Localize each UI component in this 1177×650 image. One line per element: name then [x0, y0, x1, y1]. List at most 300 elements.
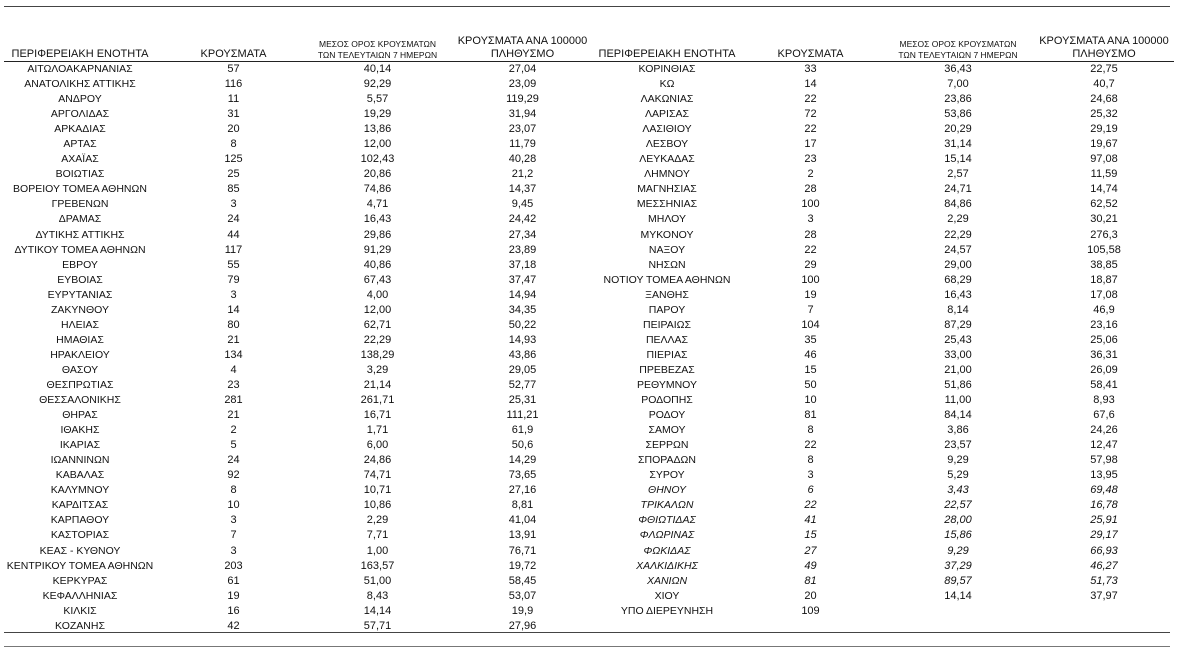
- avg7-cell: 7,71: [366, 529, 389, 542]
- region-cell: ΑΡΓΟΛΙΔΑΣ: [50, 108, 110, 121]
- cases-table-left: [4, 28, 601, 634]
- cases-cell: 100: [801, 273, 820, 286]
- per100k-cell: 23,09: [508, 78, 537, 91]
- avg7-cell: 20,86: [363, 168, 392, 181]
- per100k-cell: 31,94: [508, 108, 537, 121]
- region-cell: ΘΕΣΠΡΩΤΙΑΣ: [46, 379, 114, 391]
- region-cell: ΑΙΤΩΛΟΑΚΑΡΝΑΝΙΑΣ: [27, 63, 133, 76]
- region-cell: ΛΕΣΒΟΥ: [645, 138, 689, 151]
- region-cell: ΞΑΝΘΗΣ: [645, 288, 689, 301]
- region-cell: ΗΜΑΘΙΑΣ: [56, 333, 104, 346]
- table-row: [4, 483, 601, 498]
- avg7-cell: 62,71: [363, 318, 392, 331]
- per100k-cell: 51,73: [1090, 574, 1118, 587]
- header-per100k-line1: ΚΡΟΥΣΜΑΤΑ ΑΝΑ 100000: [457, 35, 588, 47]
- cases-cell: 57: [227, 63, 240, 76]
- per100k-cell: 25,31: [508, 394, 537, 407]
- per100k-cell: 58,41: [1090, 379, 1118, 391]
- table-row: [595, 107, 1174, 122]
- per100k-cell: 23,07: [508, 123, 537, 136]
- region-cell: ΣΕΡΡΩΝ: [645, 439, 689, 452]
- avg7-cell: 14,14: [944, 589, 972, 602]
- region-cell: ΑΝΔΡΟΥ: [58, 93, 102, 106]
- per100k-cell: 40,7: [1093, 78, 1115, 91]
- table-row: [595, 303, 1174, 318]
- cases-cell: 85: [227, 183, 240, 196]
- table-row: [4, 438, 601, 453]
- cases-cell: 6: [807, 484, 814, 497]
- cases-cell: 134: [224, 348, 243, 361]
- cases-cell: 117: [224, 243, 243, 256]
- region-cell: ΦΛΩΡΙΝΑΣ: [639, 529, 695, 542]
- avg7-cell: 22,57: [944, 499, 972, 512]
- cases-table-right: [595, 28, 1174, 619]
- table-row: [595, 197, 1174, 212]
- cases-cell: 104: [801, 318, 820, 331]
- per100k-cell: 24,26: [1090, 424, 1118, 437]
- header-avg7-line1: ΜΕΣΟΣ ΟΡΟΣ ΚΡΟΥΣΜΑΤΩΝ: [319, 39, 436, 49]
- region-cell: ΠΕΛΛΑΣ: [645, 333, 689, 346]
- region-cell: ΡΕΘΥΜΝΟΥ: [636, 379, 697, 391]
- region-cell: ΚΕΝΤΡΙΚΟΥ ΤΟΜΕΑ ΑΘΗΝΩΝ: [6, 559, 154, 572]
- table-row: [595, 513, 1174, 528]
- per100k-cell: 46,27: [1090, 559, 1118, 572]
- region-cell: ΒΟΙΩΤΙΑΣ: [55, 168, 105, 181]
- right-table-panel: [595, 28, 1174, 619]
- per100k-cell: 76,71: [508, 544, 537, 557]
- header-region: ΠΕΡΙΦΕΡΕΙΑΚΗ ΕΝΟΤΗΤΑ: [595, 28, 739, 62]
- avg7-cell: 84,86: [944, 198, 972, 211]
- header-cases: ΚΡΟΥΣΜΑΤΑ: [156, 28, 311, 62]
- region-cell: ΕΥΡΥΤΑΝΙΑΣ: [47, 288, 113, 301]
- region-cell: ΧΙΟΥ: [654, 589, 680, 602]
- cases-cell: 17: [804, 138, 817, 151]
- per100k-cell: 11,79: [509, 138, 536, 151]
- region-cell: ΠΕΙΡΑΙΩΣ: [643, 318, 691, 331]
- region-cell: ΖΑΚΥΝΘΟΥ: [50, 303, 109, 316]
- cases-cell: 44: [227, 228, 240, 241]
- header-row: [595, 28, 1174, 62]
- per100k-cell: 36,31: [1090, 348, 1118, 361]
- cases-cell: 14: [227, 303, 240, 316]
- cases-cell: 28: [804, 228, 817, 241]
- region-cell: ΜΥΚΟΝΟΥ: [640, 228, 694, 241]
- avg7-cell: 16,43: [363, 213, 392, 226]
- avg7-cell: 68,29: [944, 273, 972, 286]
- cases-cell: 81: [804, 574, 817, 587]
- cases-cell: 23: [804, 153, 817, 166]
- avg7-cell: [882, 604, 1034, 619]
- cases-cell: 10: [804, 394, 817, 407]
- table-row: [595, 62, 1174, 78]
- avg7-cell: 102,43: [360, 153, 395, 166]
- avg7-cell: 36,43: [944, 63, 972, 76]
- table-row: [595, 483, 1174, 498]
- table-row: [595, 333, 1174, 348]
- cases-cell: 42: [227, 619, 240, 632]
- cases-cell: 3: [230, 544, 237, 557]
- avg7-cell: 22,29: [944, 228, 972, 241]
- avg7-cell: 92,29: [363, 78, 392, 91]
- per100k-cell: 24,42: [508, 213, 537, 226]
- region-cell: ΦΩΚΙΔΑΣ: [643, 544, 691, 557]
- avg7-cell: 16,43: [944, 288, 972, 301]
- table-row: [595, 228, 1174, 243]
- per100k-cell: 27,04: [508, 63, 537, 76]
- cases-cell: 8: [230, 484, 237, 497]
- table-row: [595, 528, 1174, 543]
- header-per100k-line2: ΠΛΗΘΥΣΜΟ: [490, 48, 555, 60]
- table-row: [595, 152, 1174, 167]
- table-row: [595, 92, 1174, 107]
- region-cell: ΔΥΤΙΚΗΣ ΑΤΤΙΚΗΣ: [35, 228, 125, 241]
- per100k-cell: 111,21: [506, 409, 539, 422]
- per100k-cell: 69,48: [1090, 484, 1118, 497]
- avg7-cell: 29,00: [944, 258, 972, 271]
- cases-cell: 28: [804, 183, 817, 196]
- per100k-cell: 14,37: [508, 183, 537, 196]
- cases-cell: 15: [804, 363, 817, 376]
- table-row: [595, 438, 1174, 453]
- per100k-cell: 19,67: [1090, 138, 1118, 151]
- region-cell: ΛΕΥΚΑΔΑΣ: [639, 153, 695, 166]
- cases-cell: 22: [804, 123, 817, 136]
- per100k-cell: 14,93: [508, 333, 537, 346]
- cases-cell: 23: [227, 379, 240, 391]
- cases-cell: 21: [227, 409, 240, 422]
- per100k-cell: 23,16: [1090, 318, 1118, 331]
- header-per100k-line1: ΚΡΟΥΣΜΑΤΑ ΑΝΑ 100000: [1039, 35, 1169, 47]
- avg7-cell: 40,14: [363, 63, 392, 76]
- region-cell: ΙΘΑΚΗΣ: [60, 424, 100, 437]
- avg7-cell: 2,29: [947, 213, 969, 226]
- avg7-cell: 51,86: [944, 379, 972, 391]
- per100k-cell: 19,9: [511, 604, 534, 617]
- per100k-cell: 37,47: [508, 273, 537, 286]
- table-row: [4, 408, 601, 423]
- header-cases: ΚΡΟΥΣΜΑΤΑ: [739, 28, 882, 62]
- table-row: [595, 423, 1174, 438]
- per100k-cell: 61,9: [511, 424, 534, 437]
- table-row: [595, 393, 1174, 408]
- cases-cell: 10: [227, 499, 240, 512]
- header-avg7-line2: ΤΩΝ ΤΕΛΕΥΤΑΙΩΝ 7 ΗΜΕΡΩΝ: [317, 50, 438, 60]
- per100k-cell: 43,86: [508, 348, 537, 361]
- avg7-cell: 10,86: [363, 499, 392, 512]
- per100k-cell: 27,16: [508, 484, 537, 497]
- table-row: [595, 453, 1174, 468]
- cases-cell: 79: [227, 273, 240, 286]
- avg7-cell: 4,71: [366, 198, 389, 211]
- table-row: [4, 197, 601, 212]
- per100k-cell: 97,08: [1090, 153, 1118, 166]
- per100k-cell: 52,77: [508, 379, 537, 391]
- cases-cell: 3: [230, 514, 237, 527]
- table-row: [595, 167, 1174, 182]
- per100k-cell: 24,68: [1090, 93, 1118, 106]
- table-row: [4, 528, 601, 543]
- avg7-cell: 37,29: [944, 559, 972, 572]
- region-cell: ΚΕΦΑΛΛΗΝΙΑΣ: [42, 589, 118, 602]
- per100k-cell: 26,09: [1090, 363, 1118, 376]
- per100k-cell: 16,78: [1090, 499, 1118, 512]
- cases-cell: 80: [227, 318, 240, 331]
- avg7-cell: 67,43: [363, 273, 392, 286]
- cases-cell: 29: [804, 258, 817, 271]
- region-cell: ΡΟΔΟΥ: [648, 409, 686, 422]
- cases-cell: 21: [227, 333, 240, 346]
- per100k-cell: 23,89: [508, 243, 537, 256]
- cases-cell: 22: [804, 499, 817, 512]
- avg7-cell: 14,14: [363, 604, 392, 617]
- table-row: [4, 574, 601, 589]
- avg7-cell: 51,00: [363, 574, 392, 587]
- cases-cell: 20: [227, 123, 240, 136]
- avg7-cell: 24,57: [944, 243, 972, 256]
- bottom-rule: [4, 632, 1170, 633]
- avg7-cell: 25,43: [944, 333, 972, 346]
- region-cell: ΛΗΜΝΟΥ: [644, 168, 690, 181]
- per100k-cell: 34,35: [508, 303, 537, 316]
- avg7-cell: 74,71: [363, 469, 392, 482]
- per100k-cell: 8,81: [511, 499, 534, 512]
- table-body-left: [4, 62, 601, 634]
- left-table-panel: [4, 28, 601, 634]
- avg7-cell: 16,71: [363, 409, 392, 422]
- avg7-cell: 11,00: [944, 394, 972, 407]
- avg7-cell: 3,29: [366, 363, 389, 376]
- cases-cell: 14: [804, 78, 817, 91]
- avg7-cell: 24,86: [363, 454, 392, 467]
- table-row: [595, 574, 1174, 589]
- cases-cell: 16: [227, 604, 240, 617]
- table-row: [595, 363, 1174, 378]
- cases-cell: 3: [230, 288, 237, 301]
- region-cell: ΚΕΡΚΥΡΑΣ: [52, 574, 108, 587]
- table-row: [4, 318, 601, 333]
- table-row: [4, 107, 601, 122]
- avg7-cell: 21,14: [363, 379, 392, 391]
- cases-cell: 35: [804, 333, 817, 346]
- cases-cell: 3: [230, 198, 237, 211]
- region-cell: ΕΥΒΟΙΑΣ: [57, 273, 103, 286]
- table-row: [595, 348, 1174, 363]
- per100k-cell: [1034, 604, 1174, 619]
- per100k-cell: 119,29: [506, 93, 539, 106]
- header-region: ΠΕΡΙΦΕΡΕΙΑΚΗ ΕΝΟΤΗΤΑ: [4, 28, 156, 62]
- per100k-cell: 37,18: [508, 258, 537, 271]
- table-row: [4, 589, 601, 604]
- table-row: [595, 544, 1174, 559]
- per100k-cell: 58,45: [508, 574, 537, 587]
- region-cell: ΙΩΑΝΝΙΝΩΝ: [50, 454, 110, 467]
- region-cell: ΛΑΡΙΣΑΣ: [645, 108, 689, 121]
- per100k-cell: 30,21: [1090, 213, 1118, 226]
- region-cell: ΚΑΡΔΙΤΣΑΣ: [51, 499, 109, 512]
- header-row: [4, 28, 601, 62]
- table-row: [4, 378, 601, 393]
- avg7-cell: 19,29: [363, 108, 392, 121]
- avg7-cell: 29,86: [363, 228, 392, 241]
- per100k-cell: 22,75: [1090, 63, 1118, 76]
- region-cell: ΝΑΞΟΥ: [648, 243, 686, 256]
- cases-cell: 2: [230, 424, 237, 437]
- cases-cell: 49: [804, 559, 817, 572]
- avg7-cell: 7,00: [947, 78, 969, 91]
- avg7-cell: 10,71: [363, 484, 392, 497]
- avg7-cell: 138,29: [360, 348, 395, 361]
- avg7-cell: 89,57: [944, 574, 972, 587]
- per100k-cell: 40,28: [508, 153, 537, 166]
- region-cell: ΦΘΙΩΤΙΔΑΣ: [638, 514, 696, 527]
- cases-cell: 50: [804, 379, 817, 391]
- cases-cell: 11: [227, 93, 240, 106]
- header-avg7: [311, 28, 444, 62]
- cases-cell: 24: [227, 213, 240, 226]
- region-cell: ΚΟΡΙΝΘΙΑΣ: [638, 63, 696, 76]
- region-cell: ΚΩ: [659, 78, 675, 91]
- cases-cell: 203: [224, 559, 243, 572]
- avg7-cell: 9,29: [947, 544, 969, 557]
- cases-cell: 2: [807, 168, 814, 181]
- per100k-cell: 50,22: [508, 318, 537, 331]
- table-row: [595, 604, 1174, 619]
- per100k-cell: 38,85: [1090, 258, 1118, 271]
- per100k-cell: 41,04: [508, 514, 537, 527]
- region-cell: ΝΗΣΩΝ: [648, 258, 686, 271]
- avg7-cell: 3,86: [947, 424, 969, 437]
- per100k-cell: 37,97: [1090, 589, 1118, 602]
- region-cell: ΜΑΓΝΗΣΙΑΣ: [637, 183, 697, 196]
- region-cell: ΘΑΣΟΥ: [61, 363, 99, 376]
- per100k-cell: 19,72: [508, 559, 537, 572]
- per100k-cell: 46,9: [1093, 303, 1115, 316]
- header-per100k-line2: ΠΛΗΘΥΣΜΟ: [1072, 48, 1136, 60]
- region-cell: ΠΑΡΟΥ: [648, 303, 686, 316]
- avg7-cell: 9,29: [947, 454, 969, 467]
- table-row: [595, 468, 1174, 483]
- cases-cell: 8: [807, 424, 814, 437]
- table-row: [595, 212, 1174, 227]
- table-row: [595, 408, 1174, 423]
- avg7-cell: 5,29: [947, 469, 969, 482]
- per100k-cell: 14,29: [508, 454, 537, 467]
- region-cell: ΘΕΣΣΑΛΟΝΙΚΗΣ: [39, 394, 121, 407]
- avg7-cell: 87,29: [944, 318, 972, 331]
- per100k-cell: 66,93: [1090, 544, 1118, 557]
- table-row: [4, 513, 601, 528]
- cases-cell: 4: [230, 363, 237, 376]
- per100k-cell: 29,17: [1090, 529, 1118, 542]
- region-cell: ΑΧΑΪΑΣ: [61, 153, 99, 166]
- avg7-cell: 20,29: [944, 123, 972, 136]
- avg7-cell: 15,14: [944, 153, 972, 166]
- cases-cell: 7: [807, 303, 814, 316]
- avg7-cell: 33,00: [944, 348, 972, 361]
- avg7-cell: 163,57: [360, 559, 395, 572]
- table-row: [4, 122, 601, 137]
- table-row: [595, 243, 1174, 258]
- region-cell: ΔΡΑΜΑΣ: [58, 213, 102, 226]
- header-avg7-line2: ΤΩΝ ΤΕΛΕΥΤΑΙΩΝ 7 ΗΜΕΡΩΝ: [898, 50, 1018, 60]
- region-cell: ΘΗΡΑΣ: [62, 409, 98, 422]
- table-row: [595, 182, 1174, 197]
- region-cell: ΣΑΜΟΥ: [648, 424, 686, 437]
- per100k-cell: 29,19: [1090, 123, 1118, 136]
- per100k-cell: 17,08: [1090, 288, 1118, 301]
- cases-cell: 41: [804, 514, 817, 527]
- table-row: [4, 559, 601, 574]
- per100k-cell: 18,87: [1090, 273, 1118, 286]
- top-rule: [4, 6, 1170, 7]
- table-row: [595, 498, 1174, 513]
- cases-cell: 61: [227, 574, 240, 587]
- cases-cell: 116: [224, 78, 243, 91]
- cases-cell: 20: [804, 589, 817, 602]
- region-cell: ΥΠΟ ΔΙΕΡΕΥΝΗΣΗ: [620, 604, 714, 617]
- region-cell: ΚΑΡΠΑΘΟΥ: [50, 514, 110, 527]
- region-cell: ΚΑΣΤΟΡΙΑΣ: [50, 529, 110, 542]
- per100k-cell: 21,2: [511, 168, 534, 181]
- table-row: [4, 273, 601, 288]
- table-row: [4, 468, 601, 483]
- cases-cell: 8: [230, 138, 237, 151]
- cases-cell: 72: [804, 108, 817, 121]
- table-row: [4, 363, 601, 378]
- region-cell: ΧΑΛΚΙΔΙΚΗΣ: [636, 559, 698, 572]
- region-cell: ΧΑΝΙΩΝ: [646, 574, 688, 587]
- per100k-cell: 14,94: [508, 288, 537, 301]
- cases-cell: 5: [230, 439, 237, 452]
- cases-cell: 100: [801, 198, 820, 211]
- table-row: [4, 77, 601, 92]
- region-cell: ΣΥΡΟΥ: [649, 469, 685, 482]
- per100k-cell: 53,07: [508, 589, 537, 602]
- table-row: [4, 453, 601, 468]
- per100k-cell: 14,74: [1090, 183, 1118, 196]
- region-cell: ΑΝΑΤΟΛΙΚΗΣ ΑΤΤΙΚΗΣ: [24, 78, 136, 91]
- region-cell: ΗΛΕΙΑΣ: [60, 318, 99, 331]
- table-row: [4, 137, 601, 152]
- header-per100k: [444, 28, 601, 62]
- avg7-cell: 8,43: [366, 589, 389, 602]
- cases-cell: 109: [801, 604, 820, 617]
- region-cell: ΑΡΤΑΣ: [63, 138, 97, 151]
- avg7-cell: 24,71: [944, 183, 972, 196]
- region-cell: ΡΟΔΟΠΗΣ: [641, 394, 693, 407]
- avg7-cell: 22,29: [363, 333, 392, 346]
- table-body-right: [595, 62, 1174, 619]
- per100k-cell: 25,32: [1090, 108, 1118, 121]
- cases-cell: 15: [804, 529, 817, 542]
- cases-cell: 25: [227, 168, 240, 181]
- per100k-cell: 12,47: [1090, 439, 1118, 452]
- per100k-cell: 57,98: [1090, 454, 1118, 467]
- table-row: [4, 258, 601, 273]
- per100k-cell: 11,59: [1090, 168, 1118, 181]
- per100k-cell: 62,52: [1090, 198, 1118, 211]
- region-cell: ΛΑΣΙΘΙΟΥ: [642, 123, 692, 136]
- avg7-cell: 4,00: [366, 288, 389, 301]
- cases-cell: 125: [224, 153, 243, 166]
- table-row: [4, 243, 601, 258]
- table-row: [595, 288, 1174, 303]
- region-cell: ΚΟΖΑΝΗΣ: [55, 619, 105, 632]
- avg7-cell: 12,00: [363, 303, 392, 316]
- per100k-cell: 67,6: [1093, 409, 1115, 422]
- table-row: [4, 182, 601, 197]
- cases-cell: 27: [804, 544, 817, 557]
